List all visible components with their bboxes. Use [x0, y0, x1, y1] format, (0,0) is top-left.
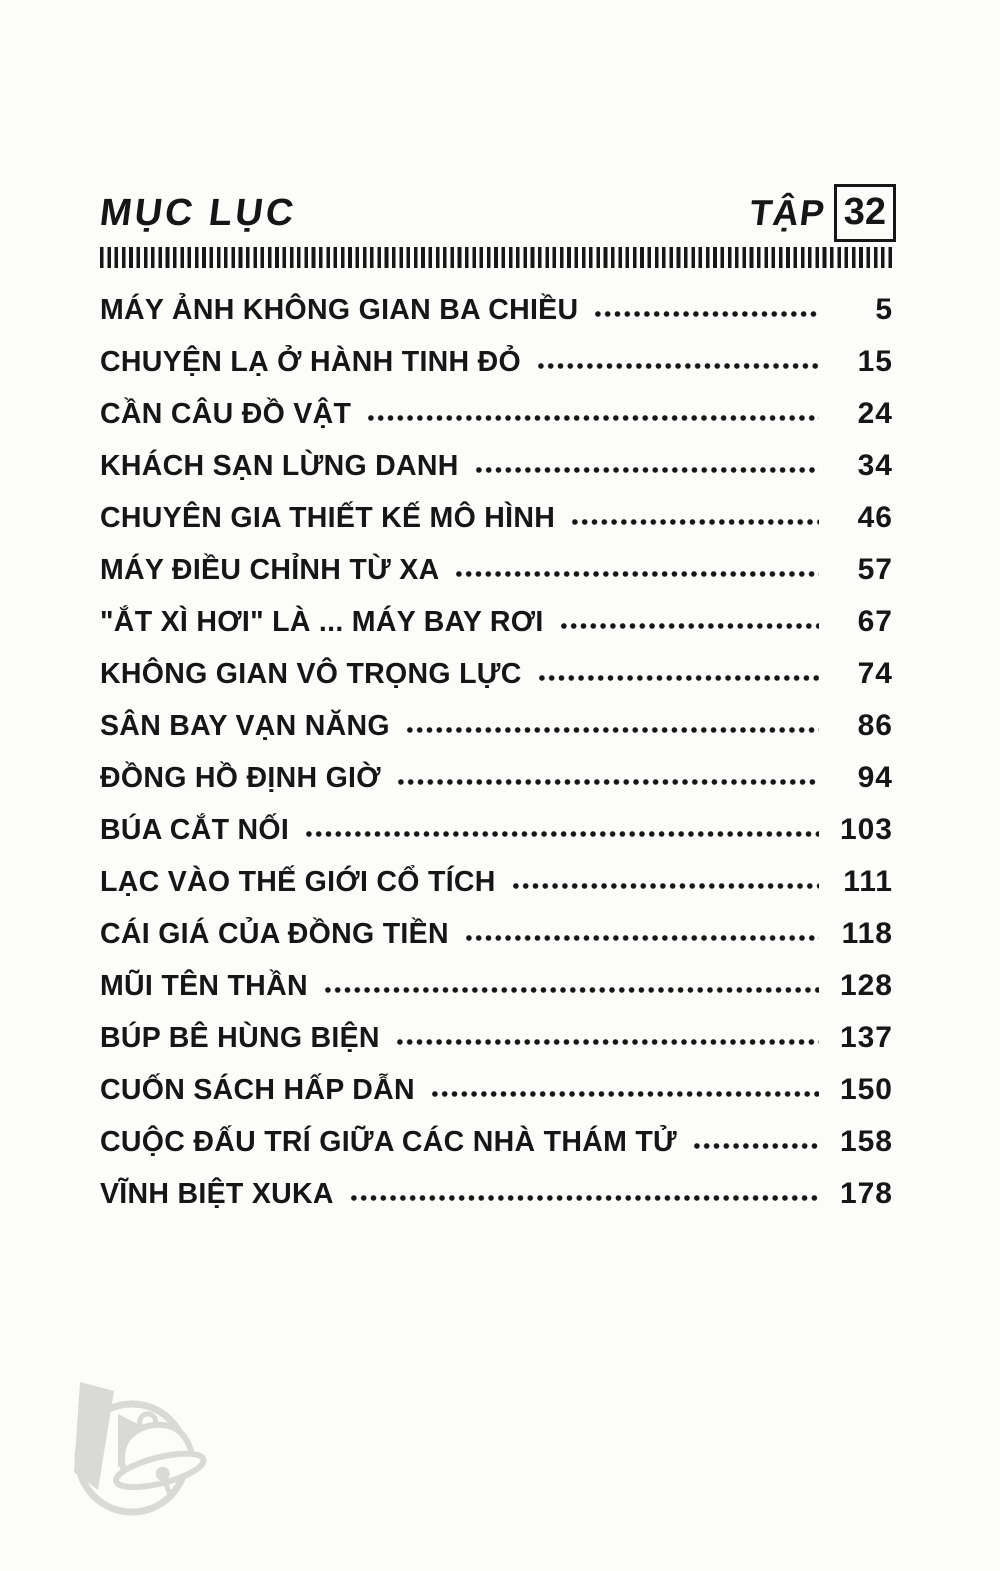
volume-indicator [747, 184, 896, 242]
volume-number-badge: 32 [834, 184, 896, 242]
toc-entry [100, 544, 893, 596]
toc-entry [100, 596, 893, 648]
toc-entry-title: BÚP BÊ HÙNG BIỆN [100, 1021, 380, 1054]
toc-entry-page: 178 [839, 1177, 893, 1210]
toc-entry-page: 103 [839, 813, 893, 846]
toc-entry-page: 67 [857, 605, 893, 638]
toc-entry-title: BÚA CẮT NỐI [100, 813, 290, 846]
toc-entry-page: 118 [841, 917, 893, 950]
toc-entry-title: MÁY ẢNH KHÔNG GIAN BA CHIỀU [100, 293, 579, 326]
toc-entry-page: 34 [857, 449, 893, 482]
toc-entry [100, 856, 893, 908]
toc-entry [100, 492, 893, 544]
dot-leader [692, 1140, 819, 1152]
toc-entry-title: LẠC VÀO THẾ GIỚI CỔ TÍCH [100, 865, 496, 898]
dot-leader [559, 620, 819, 632]
toc-entry-page: 150 [839, 1073, 893, 1106]
dot-leader [366, 412, 819, 424]
dot-leader [454, 568, 819, 580]
toc-entry-title: CÁI GIÁ CỦA ĐỒNG TIỀN [100, 917, 449, 950]
toc-entry [100, 700, 893, 752]
toc-entry-page: 24 [857, 397, 893, 430]
dot-leader [395, 1036, 819, 1048]
toc-entry-title: SÂN BAY VẠN NĂNG [100, 709, 390, 742]
dot-leader [304, 828, 819, 840]
toc-entry-page: 74 [857, 657, 893, 690]
dot-leader [474, 464, 819, 476]
toc-entry-page: 158 [839, 1125, 893, 1158]
toc-entry [100, 752, 893, 804]
toc-entry-title: CHUYÊN GIA THIẾT KẾ MÔ HÌNH [100, 501, 556, 534]
striped-divider [100, 247, 893, 268]
toc-entry [100, 648, 893, 700]
dot-leader [323, 984, 819, 996]
volume-label: TẬP [747, 192, 828, 233]
dot-leader [396, 776, 819, 788]
toc-entry [100, 1012, 893, 1064]
toc-entry-title: KHÁCH SẠN LỪNG DANH [100, 449, 459, 482]
toc-entry-page: 137 [839, 1021, 893, 1054]
dot-leader [537, 672, 819, 684]
toc-entry [100, 1064, 893, 1116]
dot-leader [405, 724, 819, 736]
toc-entry [100, 1168, 893, 1220]
toc-entry-page: 86 [857, 709, 893, 742]
toc-entry [100, 440, 893, 492]
toc-entry-page: 128 [839, 969, 893, 1002]
toc-entry [100, 908, 893, 960]
toc-list [100, 284, 893, 1220]
dot-leader [511, 880, 819, 892]
dot-leader [464, 932, 819, 944]
page-header [97, 184, 896, 242]
toc-entry-title: "ẮT XÌ HƠI" LÀ ... MÁY BAY RƠI [100, 605, 544, 638]
toc-entry [100, 960, 893, 1012]
toc-entry [100, 804, 893, 856]
toc-entry-page: 46 [857, 501, 893, 534]
toc-entry-title: CUỐN SÁCH HẤP DẪN [100, 1073, 415, 1106]
toc-entry [100, 1116, 893, 1168]
dot-leader [430, 1088, 819, 1100]
toc-entry-page: 15 [857, 345, 893, 378]
dot-leader [570, 516, 819, 528]
toc-entry-title: CUỘC ĐẤU TRÍ GIỮA CÁC NHÀ THÁM TỬ [100, 1125, 678, 1158]
toc-entry-title: KHÔNG GIAN VÔ TRỌNG LỰC [100, 657, 522, 690]
toc-entry-page: 111 [843, 865, 893, 898]
toc-entry-page: 5 [875, 293, 893, 326]
toc-entry-title: CHUYỆN LẠ Ở HÀNH TINH ĐỎ [100, 345, 522, 378]
toc-entry-title: ĐỒNG HỒ ĐỊNH GIỜ [100, 761, 381, 794]
toc-entry [100, 388, 893, 440]
toc-entry-page: 94 [857, 761, 893, 794]
toc-entry-page: 57 [857, 553, 893, 586]
dot-leader [593, 308, 819, 320]
dot-leader [536, 360, 819, 372]
toc-entry-title: MŨI TÊN THẦN [100, 969, 308, 1002]
toc-entry [100, 336, 893, 388]
toc-entry-title: MÁY ĐIỀU CHỈNH TỪ XA [100, 553, 440, 586]
toc-entry-title: CẦN CÂU ĐỒ VẬT [100, 397, 352, 430]
dot-leader [349, 1192, 819, 1204]
toc-entry-title: VĨNH BIỆT XUKA [100, 1177, 334, 1210]
page-title: MỤC LỤC [97, 191, 299, 234]
toc-entry [100, 284, 893, 336]
sail-and-bell-watermark-logo [46, 1362, 236, 1542]
